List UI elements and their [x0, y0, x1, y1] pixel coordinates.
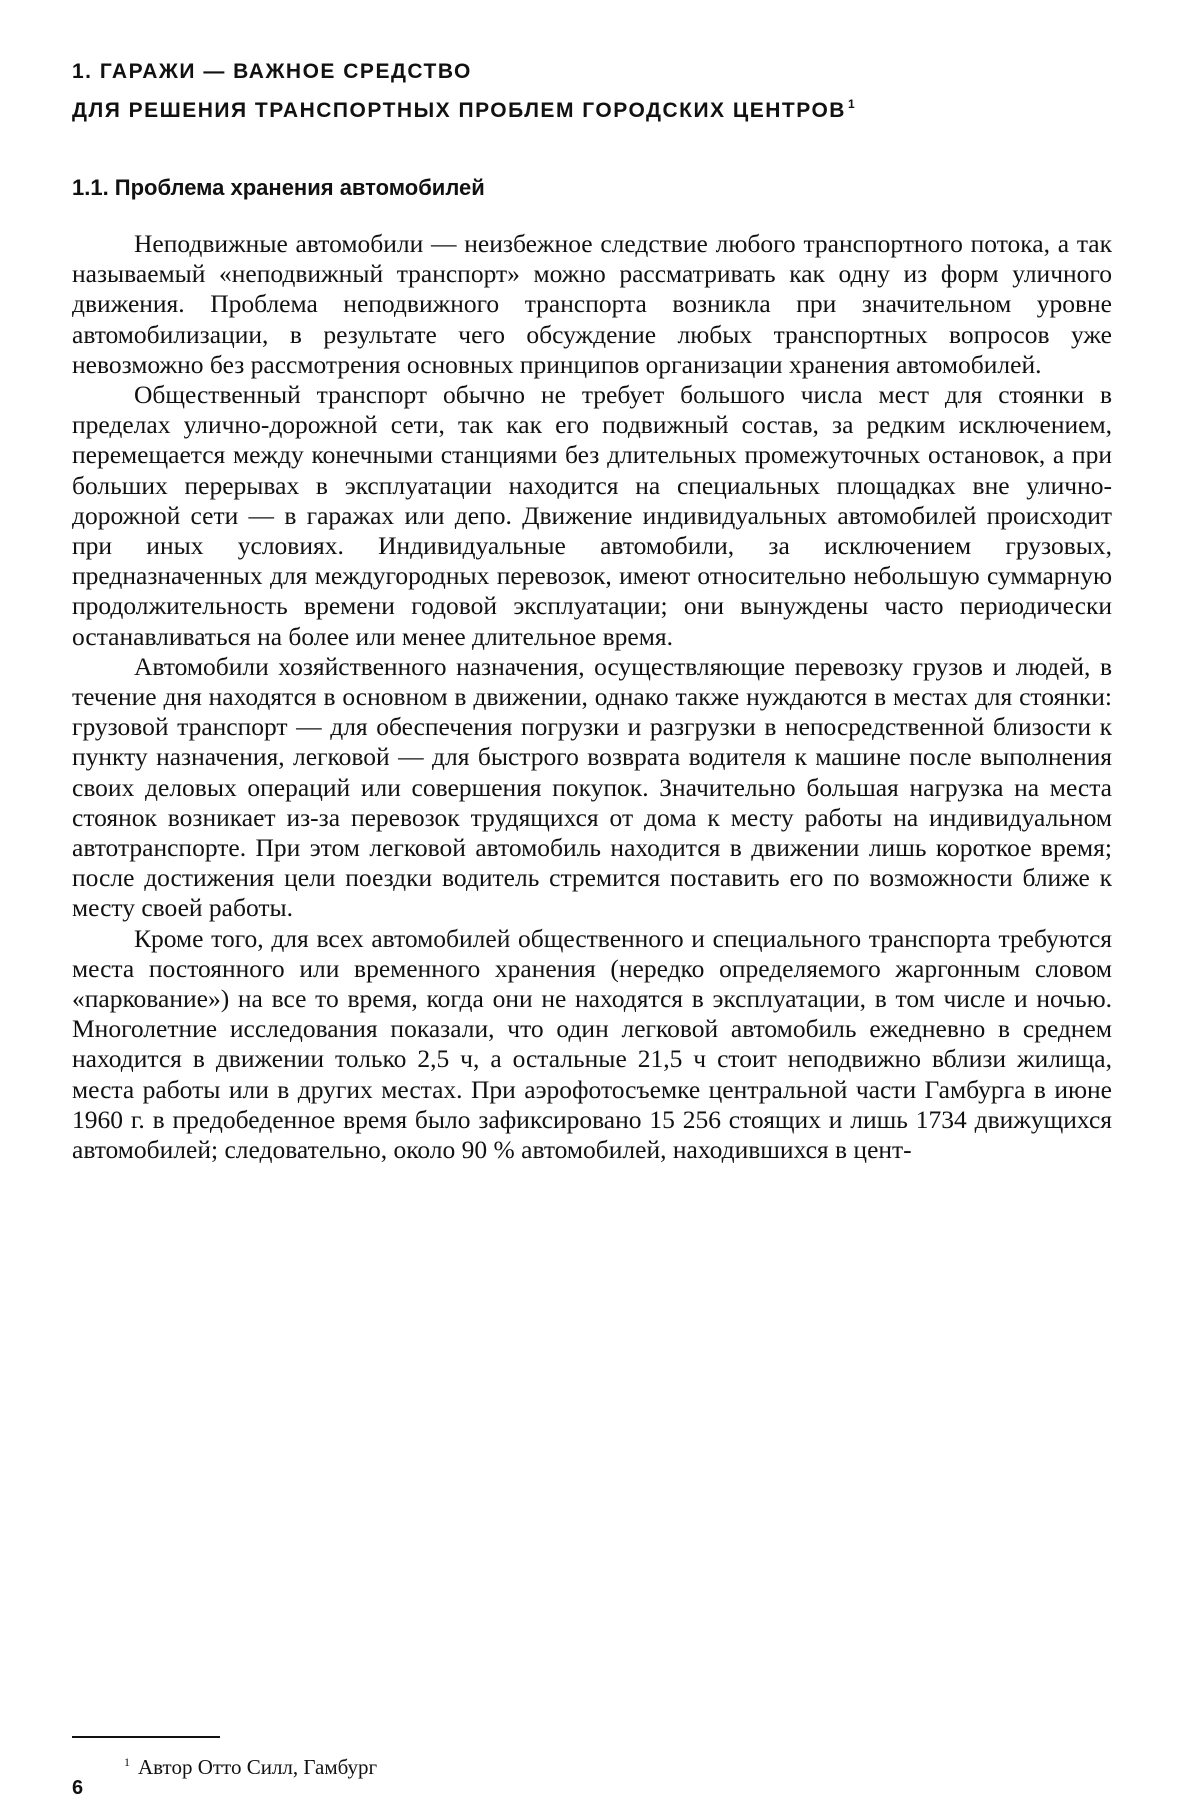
- footnote-marker: 1: [124, 1755, 130, 1769]
- section-heading: 1.1. Проблема хранения автомобилей: [72, 175, 485, 200]
- chapter-title-line-2-text: ДЛЯ РЕШЕНИЯ ТРАНСПОРТНЫХ ПРОБЛЕМ ГОРОДСКИХ ЦЕНТРОВ: [72, 99, 846, 122]
- body-text: [72, 229, 1112, 1165]
- page-number: 6: [72, 1777, 84, 1799]
- footnote-text: Автор Отто Силл, Гамбург: [138, 1755, 378, 1779]
- footnote: [124, 1748, 377, 1781]
- paragraph: Неподвижные автомобили — неизбежное следствие любого транспортного потока, а так называемый «неподвижный транспорт» можно рассматривать как одну из форм уличного движения. Проблема неподвижного транспорта возникла при значительном уровне автомобилизации, в результате чего обсуждение любых транспортных вопросов уже невозможно без рассмотрения основных принципов организации хранения автомобилей.: [72, 229, 1112, 379]
- chapter-title-line-2: [72, 88, 1112, 127]
- chapter-heading: [72, 56, 1112, 127]
- footnote-divider: [72, 1736, 220, 1738]
- paragraph: Кроме того, для всех автомобилей общественного и специального транспорта требуются места постоянного или временного хранения (нередко определяемого жаргонным словом «паркование») на все то время, когда они не находятся в эксплуатации, в том числе и ночью. Многолетние исследования показали, что один легковой автомобиль ежедневно в среднем находится в движении только 2,5 ч, а остальные 21,5 ч стоит неподвижно вблизи жилища, места работы или в других местах. При аэрофотосъемке центральной части Гамбурга в июне 1960 г. в предобеденное время было зафиксировано 15 256 стоящих и лишь 1734 движущихся автомобилей; следовательно, около 90 % автомобилей, находившихся в цент-: [72, 923, 1112, 1165]
- chapter-title-line-1: 1. ГАРАЖИ — ВАЖНОЕ СРЕДСТВО: [72, 60, 472, 83]
- chapter-footnote-marker: 1: [847, 97, 857, 111]
- paragraph: Автомобили хозяйственного назначения, осуществляющие перевозку грузов и людей, в течение дня находятся в основном в движении, однако также нуждаются в местах для стоянки: грузовой транспорт — для обеспечения погрузки и разгрузки в непосредственной близости к пункту назначения, легковой — для быстрого возврата водителя к машине после выполнения своих деловых операций или совершения покупок. Значительно большая нагрузка на места стоянок возникает из-за перевозок трудящихся от дома к месту работы на индивидуальном автотранспорте. При этом легковой автомобиль находится в движении лишь короткое время; после достижения цели поездки водитель стремится поставить его по возможности ближе к месту своей работы.: [72, 651, 1112, 923]
- page-body: [72, 56, 1112, 1165]
- paragraph: Общественный транспорт обычно не требует большого числа мест для стоянки в пределах улично-дорожной сети, так как его подвижный состав, за редким исключением, перемещается между конечными станциями без длительных промежуточных остановок, а при больших перерывах в эксплуатации находится на специальных площадках вне улично-дорожной сети — в гаражах или депо. Движение индивидуальных автомобилей происходит при иных условиях. Индивидуальные автомобили, за исключением грузовых, предназначенных для междугородных перевозок, имеют относительно небольшую суммарную продолжительность времени годовой эксплуатации; они вынуждены часто периодически останавливаться на более или менее длительное время.: [72, 380, 1112, 651]
